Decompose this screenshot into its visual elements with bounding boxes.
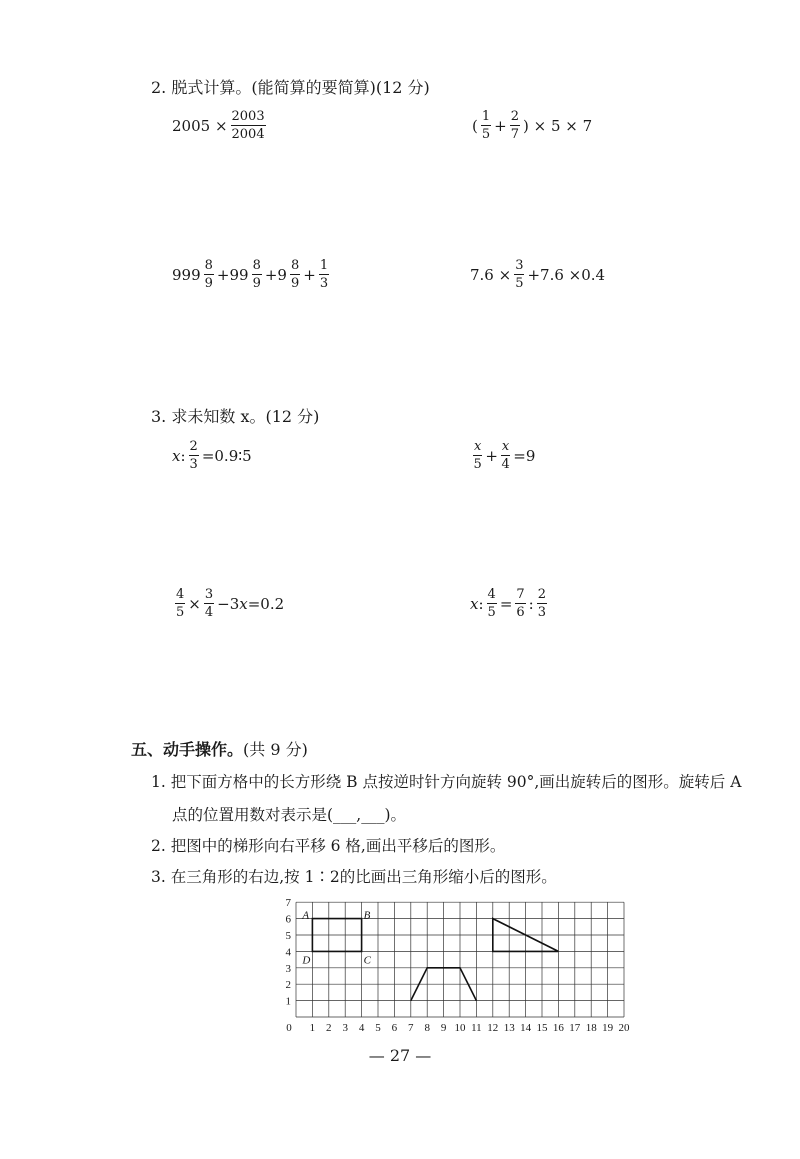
x-tick-label: 18 — [585, 1022, 597, 1034]
expr-text: = — [499, 594, 513, 613]
x-tick-label: 20 — [618, 1022, 630, 1034]
fraction — [175, 588, 185, 619]
x-tick-label: 8 — [424, 1022, 430, 1034]
x-tick-label: 12 — [487, 1022, 499, 1034]
expr-text: −3 — [217, 594, 240, 613]
x-tick-label: 19 — [602, 1022, 614, 1034]
variable-x: x — [239, 594, 248, 613]
expr-text: 999 — [172, 265, 201, 284]
numerator: 8 — [204, 258, 213, 273]
denominator: 3 — [189, 457, 198, 472]
fraction — [252, 259, 262, 290]
fraction — [473, 440, 482, 471]
x-tick-label: 14 — [520, 1022, 532, 1034]
section5-title — [131, 737, 308, 760]
expr-text: ( — [472, 116, 478, 135]
x-tick-label: 3 — [342, 1022, 348, 1034]
fraction — [487, 588, 497, 619]
part3-heading: 3. 求未知数 x。(12 分) — [151, 407, 320, 426]
denominator: 4 — [204, 605, 214, 620]
fraction — [189, 440, 199, 471]
denominator: 5 — [473, 457, 482, 472]
fraction — [290, 259, 300, 290]
fraction — [515, 588, 525, 619]
equation-4 — [470, 588, 550, 619]
fraction — [204, 259, 214, 290]
expr-text: : — [478, 594, 484, 613]
task-1-line-1: 1. 把下面方格中的长方形绕 B 点按逆时针方向旋转 90°,画出旋转后的图形。旋转后 A — [151, 773, 742, 791]
expr-text: + — [485, 446, 498, 465]
denominator: 5 — [515, 276, 524, 291]
fraction — [481, 110, 491, 141]
denominator: 9 — [252, 276, 261, 291]
fraction — [204, 588, 214, 619]
numerator: 3 — [515, 258, 524, 273]
numerator: 8 — [252, 258, 261, 273]
denominator: 9 — [290, 276, 300, 291]
x-tick-label: 5 — [375, 1022, 381, 1034]
fraction — [231, 110, 266, 141]
y-tick-label: 6 — [285, 913, 291, 926]
expr-text: + — [494, 116, 507, 135]
part2-heading: 2. 脱式计算。(能简算的要简算)(12 分) — [151, 78, 430, 97]
fraction — [514, 259, 524, 290]
denominator: 6 — [516, 605, 525, 620]
fraction — [510, 110, 520, 141]
task-2: 2. 把图中的梯形向右平移 6 格,画出平移后的图形。 — [151, 837, 506, 855]
coordinate-grid — [270, 890, 650, 1040]
denominator: 5 — [487, 605, 496, 620]
denominator: 5 — [176, 605, 185, 620]
denominator: 2004 — [231, 127, 265, 142]
x-tick-label: 16 — [552, 1022, 564, 1034]
numerator: 4 — [176, 587, 185, 602]
fraction — [537, 588, 547, 619]
variable-x: x — [470, 594, 479, 613]
y-tick-label: 2 — [285, 979, 291, 992]
denominator: 3 — [537, 605, 547, 620]
numerator: x — [474, 439, 482, 454]
expr-text: +7.6 ×0.4 — [527, 265, 606, 284]
y-tick-label: 4 — [285, 946, 291, 959]
section-title-text: 五、动手操作。 — [131, 740, 244, 759]
expr-text: ) × 5 × 7 — [523, 116, 593, 135]
x-tick-label: 2 — [326, 1022, 332, 1034]
task-1-line-2: 点的位置用数对表示是(___,___)。 — [172, 806, 407, 824]
denominator: 3 — [319, 276, 329, 291]
vertex-label-b: B — [363, 909, 371, 922]
page-number: — 27 — — [368, 1046, 432, 1065]
equation-2 — [470, 440, 535, 471]
expr-text: × — [188, 594, 201, 613]
vertex-label-c: C — [363, 954, 371, 967]
numerator: 2 — [189, 439, 198, 454]
expr-text: : — [180, 446, 186, 465]
numerator: 2003 — [231, 109, 265, 124]
x-tick-label: 13 — [503, 1022, 515, 1034]
numerator: 2 — [537, 587, 547, 602]
equation-1 — [172, 440, 252, 471]
fraction — [501, 440, 510, 471]
vertex-label-a: A — [302, 909, 310, 922]
x-tick-label: 7 — [408, 1022, 414, 1034]
x-tick-label: 17 — [569, 1022, 581, 1034]
calc-expression-4 — [470, 259, 605, 290]
equation-3 — [172, 588, 284, 619]
denominator: 5 — [481, 127, 491, 142]
task-3: 3. 在三角形的右边,按 1∶2的比画出三角形缩小后的图形。 — [151, 868, 557, 886]
numerator: 4 — [487, 587, 496, 602]
expr-text: 7.6 × — [470, 265, 512, 284]
expr-text: =0.2 — [247, 594, 285, 613]
calc-expression-1 — [172, 110, 269, 141]
x-tick-label: 0 — [286, 1022, 292, 1034]
expr-text: 2005 × — [172, 116, 228, 135]
fraction — [319, 259, 329, 290]
x-tick-label: 15 — [536, 1022, 548, 1034]
x-tick-label: 6 — [391, 1022, 398, 1034]
numerator: x — [501, 439, 510, 454]
expr-text: +9 — [264, 265, 287, 284]
numerator: 8 — [290, 258, 300, 273]
numerator: 7 — [516, 587, 525, 602]
numerator: 3 — [204, 587, 214, 602]
x-tick-label: 11 — [471, 1022, 482, 1034]
denominator: 4 — [501, 457, 510, 472]
y-tick-label: 5 — [285, 930, 291, 942]
section-points: (共 9 分) — [243, 740, 308, 759]
vertex-label-d: D — [302, 954, 311, 967]
expr-text: : — [528, 594, 534, 613]
calc-expression-2 — [472, 110, 592, 141]
y-tick-label: 1 — [285, 995, 291, 1008]
y-tick-label: 7 — [285, 897, 291, 910]
expr-text: =9 — [513, 446, 536, 465]
expr-text: + — [303, 265, 316, 284]
expr-text: +99 — [216, 265, 249, 284]
x-tick-label: 9 — [440, 1022, 447, 1034]
variable-x: x — [172, 446, 181, 465]
calc-expression-3 — [172, 259, 332, 290]
numerator: 1 — [481, 109, 491, 124]
denominator: 9 — [204, 276, 213, 291]
x-tick-label: 1 — [309, 1022, 316, 1034]
x-tick-label: 4 — [358, 1022, 365, 1034]
x-tick-label: 10 — [454, 1022, 466, 1034]
numerator: 2 — [510, 109, 519, 124]
denominator: 7 — [510, 127, 519, 142]
y-tick-label: 3 — [285, 962, 291, 975]
expr-text: =0.9∶5 — [201, 446, 252, 465]
numerator: 1 — [319, 258, 329, 273]
